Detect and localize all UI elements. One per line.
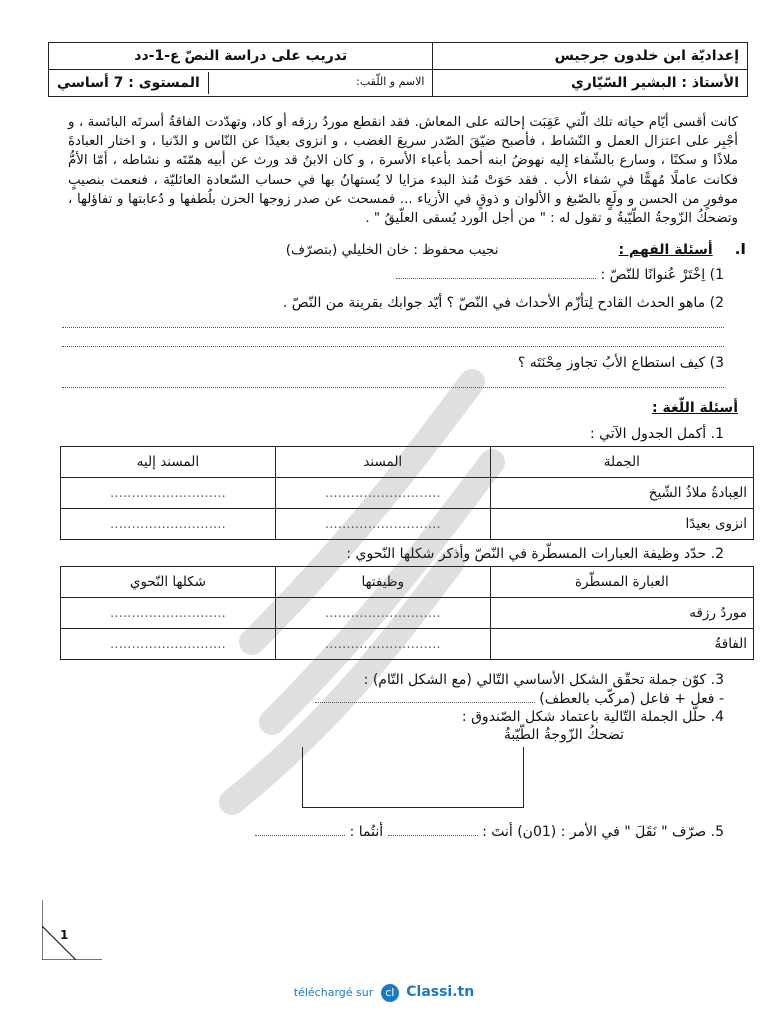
column-header: وظيفتها [275, 567, 490, 598]
answer-line[interactable] [396, 266, 596, 279]
teacher-name: الأستاذ : البشير السّيّاري [433, 70, 748, 97]
column-header: الجملة [490, 447, 753, 478]
exercise-5: 5. صرّف " نَقَلَ " في الأمر : (01ن) أنتَ : أنتُما : [58, 823, 724, 840]
analysis-box[interactable] [302, 747, 524, 808]
comprehension-heading [42, 240, 746, 258]
answer-line[interactable] [255, 823, 345, 836]
column-header: المسند [275, 447, 490, 478]
column-header: المسند إليه [61, 447, 276, 478]
answer-cell[interactable]: ........................... [61, 478, 276, 509]
answer-cell[interactable]: ........................... [275, 478, 490, 509]
answer-line[interactable] [62, 313, 724, 328]
comprehension-title: أسئلة الفهم : [618, 242, 713, 259]
exercise-4-sentence: تضحكُ الزّوجةُ الطّيّبةُ [503, 727, 624, 744]
answer-cell[interactable]: ........................... [61, 629, 276, 660]
exercise-3-form: - فعل + فاعل (مركّب بالعطف) [58, 690, 724, 707]
header-table [48, 42, 748, 97]
exercise-3: 3. كوّن جملة تحقّق الشكل الأساسي التّالي (مع الشكل التّام) : [363, 672, 724, 689]
table-row: الفاقةُ ........................... ........................... [61, 629, 754, 660]
answer-cell[interactable]: ........................... [275, 598, 490, 629]
question-2: 2) ماهو الحدث القادح لِتأزّم الأحداث في النّصّ ؟ أيّد جوابك بقرينة من النّصّ . [282, 295, 724, 312]
question-3: 3) كيف استطاع الأبُ تجاوز مِحْنَتَه ؟ [517, 355, 724, 372]
school-name: إعداديّة ابن خلدون جرجيس [433, 43, 748, 70]
exercise-2: 2. حدّد وظيفة العبارات المسطّرة في النّصّ وأذكر شكلها النّحوي : [346, 546, 724, 563]
section-number: I. [734, 240, 746, 259]
answer-cell[interactable]: ........................... [275, 509, 490, 540]
worksheet-page [42, 42, 754, 960]
passage-text: كانت أقسى أيّام حياته تلك الّتي عَقِبَت إحالته على المعاش. فقد انقطع موردُ رزقه أو كاد، وتهدّدت الفاقةُ أسرتَه البائسة ، و أجْبِر على اعتزال العمل و النّشاط ، فأصبح ضيّقَ الصّدر سريعَ الغضب ، و انزوى بعيدًا عن النّاس و الدّنيا ، و اختار العبادةَ ملاذًا و سكنًا ، وسارع بالشّفاء إليه نهوضُ ابنه أحمد بأعباء الأسرة ، و كان الابنُ قد ورث عن أبيه همّتَه و نشاطه ، أمّا الأمُّ فكانت عاملًا مُهمًّا في شفاء الأب . فقد حَوَتْ مُنذ البدء مزايا لا يُستهانُ بها في حساب السّعادة العائليّة ، فنعمت بنصيبٍ موفورٍ من الحسن و ولَعٍ بالصّبغ و الألوان و ذوقٍ في الأزياء ... فمسحت عن صدر زوجها الحزن بلُطفها و دُعابتها و تفاؤلها ، وتضحكُ الزّوجةُ الطّيّبةُ و تقول له : " من أجل الورد يُسقى العلّيقُ " . [68, 115, 738, 227]
exercise-4: 4. حلّل الجملة التّالية باعتماد شكل الصّندوق : [461, 709, 724, 726]
answer-cell[interactable]: ........................... [275, 629, 490, 660]
table-2 [60, 566, 754, 660]
language-title: أسئلة اللّغة : [652, 400, 738, 417]
exercise-topic: تدريب على دراسة النصّ ع-1-دد [49, 43, 433, 70]
footer-prefix: téléchargé sur [293, 986, 374, 999]
answer-line[interactable] [315, 690, 535, 703]
column-header: شكلها النّحوي [61, 567, 276, 598]
name-label: الاسم و اللّقب: [356, 75, 425, 88]
question-1: 1) اِخْتَرْ عُنوانًا للنّصّ : [58, 266, 724, 283]
passage-source: نجيب محفوظ : خان الخليلي (بتصرّف) [285, 242, 499, 259]
table-row: انزوى بعيدًا ........................... ........................... [61, 509, 754, 540]
exercise-1: 1. أكمل الجدول الآتي : [589, 426, 724, 443]
answer-line[interactable] [62, 373, 724, 388]
page-number: 1 [60, 928, 69, 942]
page-corner-fold [42, 900, 102, 960]
answer-line[interactable] [62, 332, 724, 347]
table-1 [60, 446, 754, 540]
footer-brand-link[interactable]: Classi.tn [406, 984, 475, 1000]
table-row: موردُ رزقه ........................... ........................... [61, 598, 754, 629]
download-footer [0, 984, 768, 1002]
answer-cell[interactable]: ........................... [61, 598, 276, 629]
level-label: المستوى : 7 أساسي [49, 72, 209, 94]
classi-logo-icon: cl [381, 984, 399, 1002]
column-header: العبارة المسطّرة [490, 567, 753, 598]
answer-cell[interactable]: ........................... [61, 509, 276, 540]
table-row: العِبادةُ ملاذُ الشّيخ ........................... ........................... [61, 478, 754, 509]
answer-line[interactable] [388, 823, 478, 836]
